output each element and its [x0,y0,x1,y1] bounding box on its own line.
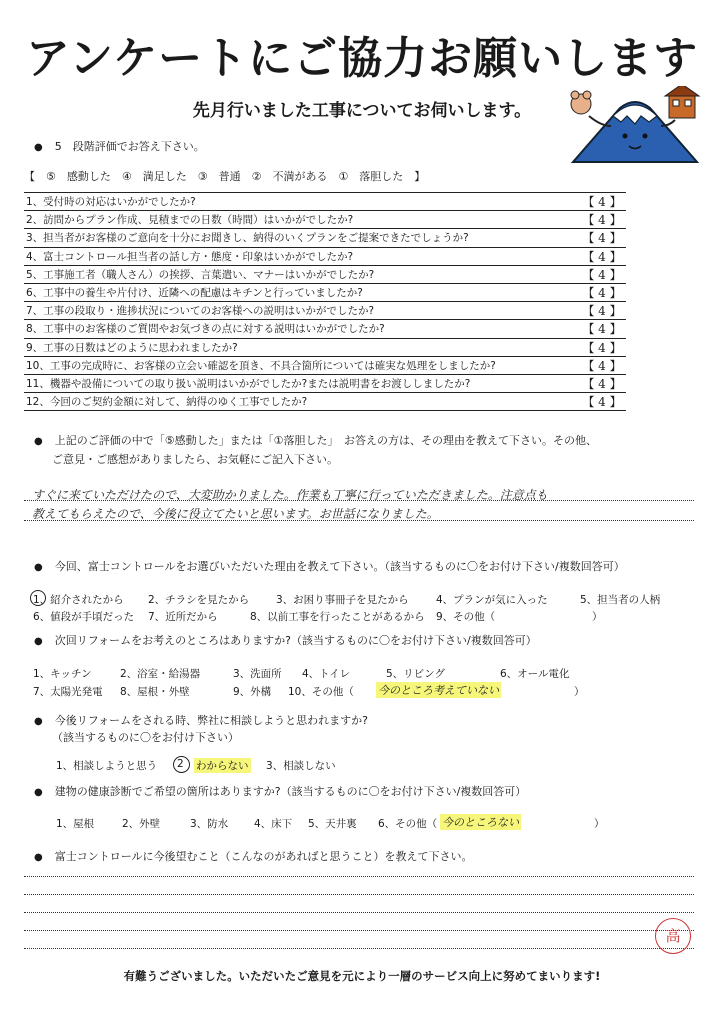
next-reform-row2 [0,684,724,702]
next-reform-question-text: 次回リフォームをお考えのところはありますか?（該当するものに〇をお付け下さい/複数回答可） [54,634,537,647]
inspection-option-2[interactable]: 2、外壁 [122,818,161,830]
rating-question: 1、受付時の対応はいかがでしたか? [24,193,576,211]
reform-option-10[interactable]: 10、その他（ [288,686,354,698]
inspection-option-3[interactable]: 3、防水 [190,818,229,830]
bullet-icon: ● [34,142,43,153]
next-reform-question [34,632,537,648]
rating-row [24,356,626,374]
reason-question-line1: 上記のご評価の中で「⑤感動した」または「①落胆した」 お答えの方は、その理由を教えて下さい。その他、 [54,434,597,447]
consult-options [0,758,724,776]
choice-option-5[interactable]: 5、担当者の人柄 [580,594,661,606]
rating-question: 6、工事中の養生や片付け、近隣への配慮はキチンと行っていましたか? [24,283,576,301]
bullet-icon: ● [34,436,43,447]
rating-row [24,247,626,265]
rating-instruction [34,138,205,154]
rating-row [24,283,626,301]
comment-answer-line1: すぐに来ていただけたので、大変助かりました。作業も丁寧に行っていただきました。注意点も [32,488,548,502]
rating-row [24,374,626,392]
choice-option-1[interactable]: 1、紹介されたから [33,594,124,606]
rating-question: 2、訪問からプラン作成、見積までの日数（時間）はいかがでしたか? [24,211,576,229]
consult-option-1[interactable]: 1、相談しようと思う [56,760,158,772]
choice-option-9[interactable]: 9、その他（ [436,611,496,623]
rating-row [24,229,626,247]
rating-answer[interactable]: 【 4 】 [576,302,626,320]
choice-option-8[interactable]: 8、以前工事を行ったことがあるから [250,611,425,623]
reform-option-3[interactable]: 3、洗面所 [233,668,282,680]
rating-question: 8、工事中のお客様のご質問やお気づきの点に対する説明はいかがでしたか? [24,320,576,338]
rating-question: 7、工事の段取り・進捗状況についてのお客様への説明はいかがでしたか? [24,302,576,320]
dotted-line [24,912,694,913]
rating-row [24,393,626,411]
rating-question: 3、担当者がお客様のご意向を十分にお聞きし、納得のいくプランをご提案できたでしょうか? [24,229,576,247]
inspection-option-4[interactable]: 4、床下 [254,818,293,830]
rating-answer[interactable]: 【 4 】 [576,393,626,411]
rating-table [24,192,626,411]
consult-option-2-label[interactable]: わからない [196,760,249,772]
inspection-question-text: 建物の健康診断でご希望の箇所はありますか?（該当するものに〇をお付け下さい/複数回答可） [54,785,527,798]
reform-option-7[interactable]: 7、太陽光発電 [33,686,103,698]
rating-question: 5、工事施工者（職人さん）の挨拶、言葉遣い、マナーはいかがでしたか? [24,265,576,283]
rating-question: 10、工事の完成時に、お客様の立会い確認を頂き、不具合箇所については確実な処理をしましたか? [24,356,576,374]
comment-answer-line2: 教えてもらえたので、今後に役立てたいと思います。お世話になりました。 [32,507,439,521]
reform-option-9[interactable]: 9、外構 [233,686,272,698]
dotted-line [24,948,694,949]
rating-row [24,320,626,338]
rating-question: 4、富士コントロール担当者の話し方・態度・印象はいかがでしたか? [24,247,576,265]
survey-title: アンケートにご協力お願いします [25,33,699,84]
rating-answer[interactable]: 【 4 】 [576,338,626,356]
rating-answer[interactable]: 【 4 】 [576,356,626,374]
dotted-line [24,930,694,931]
next-reform-row1 [0,666,724,682]
reform-option-6[interactable]: 6、オール電化 [500,668,570,680]
rating-row [24,338,626,356]
reform-option-1[interactable]: 1、キッチン [33,668,92,680]
rating-row [24,211,626,229]
bullet-icon: ● [34,636,43,647]
rating-answer[interactable]: 【 4 】 [576,265,626,283]
reason-question-line2: ご意見・ご感想がありましたら、お気軽にご記入下さい。 [52,453,338,466]
rating-row [24,302,626,320]
inspection-option-1[interactable]: 1、屋根 [56,818,95,830]
consult-option-3[interactable]: 3、相談しない [266,760,336,772]
reform-option-4[interactable]: 4、トイレ [302,668,351,680]
rating-answer[interactable]: 【 4 】 [576,374,626,392]
rating-question: 11、機器や設備についての取り扱い説明はいかがでしたか?または説明書をお渡ししましたか? [24,374,576,392]
rating-instruction-text: 5 段階評価でお答え下さい。 [54,140,205,153]
consult-option-2-number[interactable]: 2 [177,758,184,770]
choice-option-9-close: ） [592,611,603,623]
bullet-icon: ● [34,562,43,573]
rating-question: 9、工事の日数はどのように思われましたか? [24,338,576,356]
rating-answer[interactable]: 【 4 】 [576,283,626,301]
inspection-option-5[interactable]: 5、天井裏 [308,818,357,830]
bullet-icon: ● [34,716,43,727]
choice-option-3[interactable]: 3、お困り事冊子を見たから [276,594,409,606]
reform-option-2[interactable]: 2、浴室・給湯器 [120,668,201,680]
inspection-other-close: ） [594,818,605,830]
choice-option-4[interactable]: 4、プランが気に入った [436,594,548,606]
reform-other-answer: 今のところ考えていない [378,684,499,697]
dotted-line [24,876,694,877]
mountain-mascot-icon [565,86,705,166]
choice-option-2[interactable]: 2、チラシを見たから [148,594,250,606]
rating-answer[interactable]: 【 4 】 [576,193,626,211]
reason-question [34,432,597,448]
bullet-icon: ● [34,852,43,863]
dotted-line [24,894,694,895]
rating-scale: 【 ⑤ 感動した ④ 満足した ③ 普通 ② 不満がある ① 落胆した 】 [24,170,426,183]
request-question-text: 富士コントロールに今後望むこと（こんなのがあればと思うこと）を教えて下さい。 [54,850,473,863]
survey-subtitle: 先月行いました工事についてお伺いします。 [192,101,532,121]
choice-question [34,558,625,574]
reform-option-8[interactable]: 8、屋根・外壁 [120,686,190,698]
seal-stamp: 高 [655,918,691,954]
rating-answer[interactable]: 【 4 】 [576,320,626,338]
rating-answer[interactable]: 【 4 】 [576,229,626,247]
choice-option-7[interactable]: 7、近所だから [148,611,218,623]
rating-row [24,193,626,211]
consult-note: （該当するものに〇をお付け下さい） [52,731,239,744]
rating-question: 12、今回のご契約金額に対して、納得のゆく工事でしたか? [24,393,576,411]
rating-row [24,265,626,283]
footer-thanks: 有難うございました。いただいたご意見を元により一層のサービス向上に努めてまいります! [123,969,601,983]
rating-answer[interactable]: 【 4 】 [576,247,626,265]
choice-options-row1 [0,592,724,608]
inspection-options [0,816,724,834]
choice-options-row2 [0,609,724,625]
rating-answer[interactable]: 【 4 】 [576,211,626,229]
inspection-other-answer: 今のところない [442,816,519,829]
choice-option-6[interactable]: 6、値段が手頃だった [33,611,135,623]
inspection-option-6[interactable]: 6、その他（ [378,818,438,830]
choice-question-text: 今回、富士コントロールをお選びいただいた理由を教えて下さい。（該当するものに〇をお付け下さい/複数回答可） [54,560,625,573]
request-question [34,848,473,864]
inspection-question [34,783,526,799]
reform-option-5[interactable]: 5、リビング [386,668,445,680]
reform-other-close: ） [574,686,585,698]
consult-question-text: 今後リフォームをされる時、弊社に相談しようと思われますか? [54,714,369,727]
consult-question [34,712,368,728]
bullet-icon: ● [34,787,43,798]
